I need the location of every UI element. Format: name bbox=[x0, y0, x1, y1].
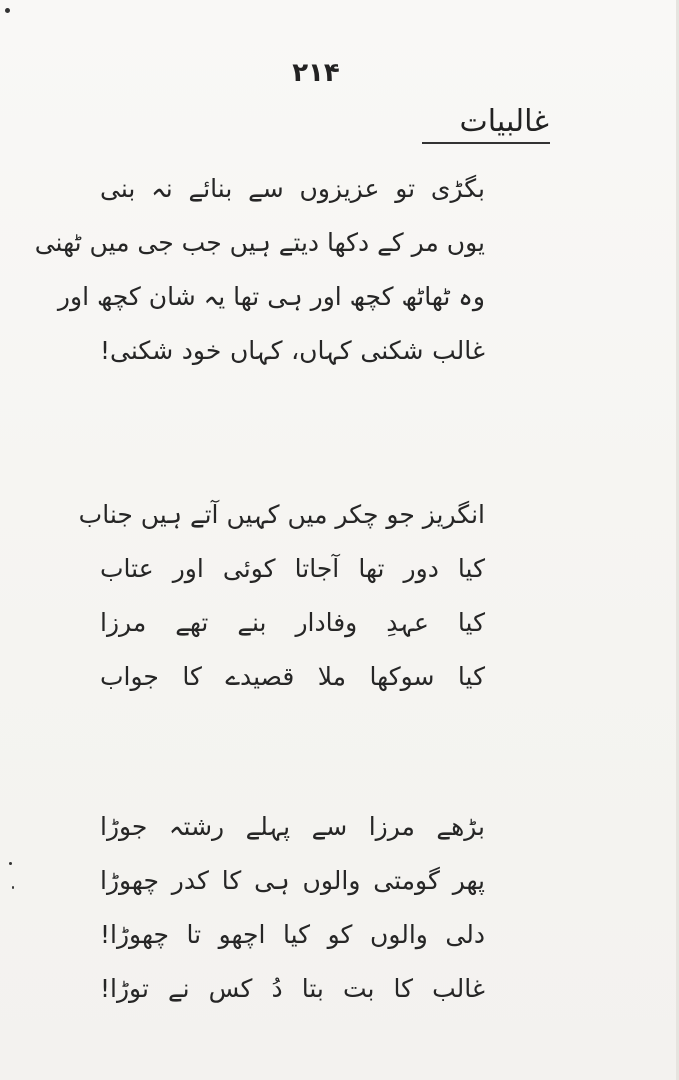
ink-speck bbox=[5, 8, 10, 13]
verse-line: کیا دور تھا آجاتا کوئی اور عتاب bbox=[100, 554, 485, 583]
verse-line: بگڑی تو عزیزوں سے بنائے نہ بنی bbox=[100, 174, 485, 203]
stanza-2 bbox=[78, 488, 485, 704]
verse-line: بڑھے مرزا سے پہلے رشتہ جوڑا bbox=[100, 812, 485, 841]
verse-line: کیا سوکھا ملا قصیدے کا جواب bbox=[100, 662, 485, 691]
stanza-1 bbox=[34, 162, 485, 378]
verse-line: کیا عہدِ وفادار بنے تھے مرزا bbox=[100, 608, 485, 637]
page-number: ۲۱۴ bbox=[292, 58, 340, 88]
verse-line: غالب شکنی کہاں، کہاں خود شکنی! bbox=[100, 336, 485, 365]
heading-underline bbox=[422, 142, 550, 144]
verse-line: پھر گومتی والوں ہی کا کدر چھوڑا bbox=[100, 866, 485, 895]
ink-speck bbox=[12, 886, 14, 889]
verse-line: یوں مر کے دکھا دیتے ہیں جب جی میں ٹھنی bbox=[34, 228, 485, 257]
stanza-3 bbox=[100, 800, 485, 1016]
ink-speck bbox=[9, 862, 12, 865]
verse-line: وہ ٹھاٹھ کچھ اور ہی تھا یہ شان کچھ اور bbox=[57, 282, 485, 311]
verse-line: دلی والوں کو کیا اچھو تا چھوڑا! bbox=[100, 920, 485, 949]
verse-line: غالب کا بت بتا دُ کس نے توڑا! bbox=[100, 974, 485, 1003]
section-heading: غالبیات bbox=[459, 104, 549, 139]
verse-line: انگریز جو چکر میں کہیں آتے ہیں جناب bbox=[78, 500, 485, 529]
